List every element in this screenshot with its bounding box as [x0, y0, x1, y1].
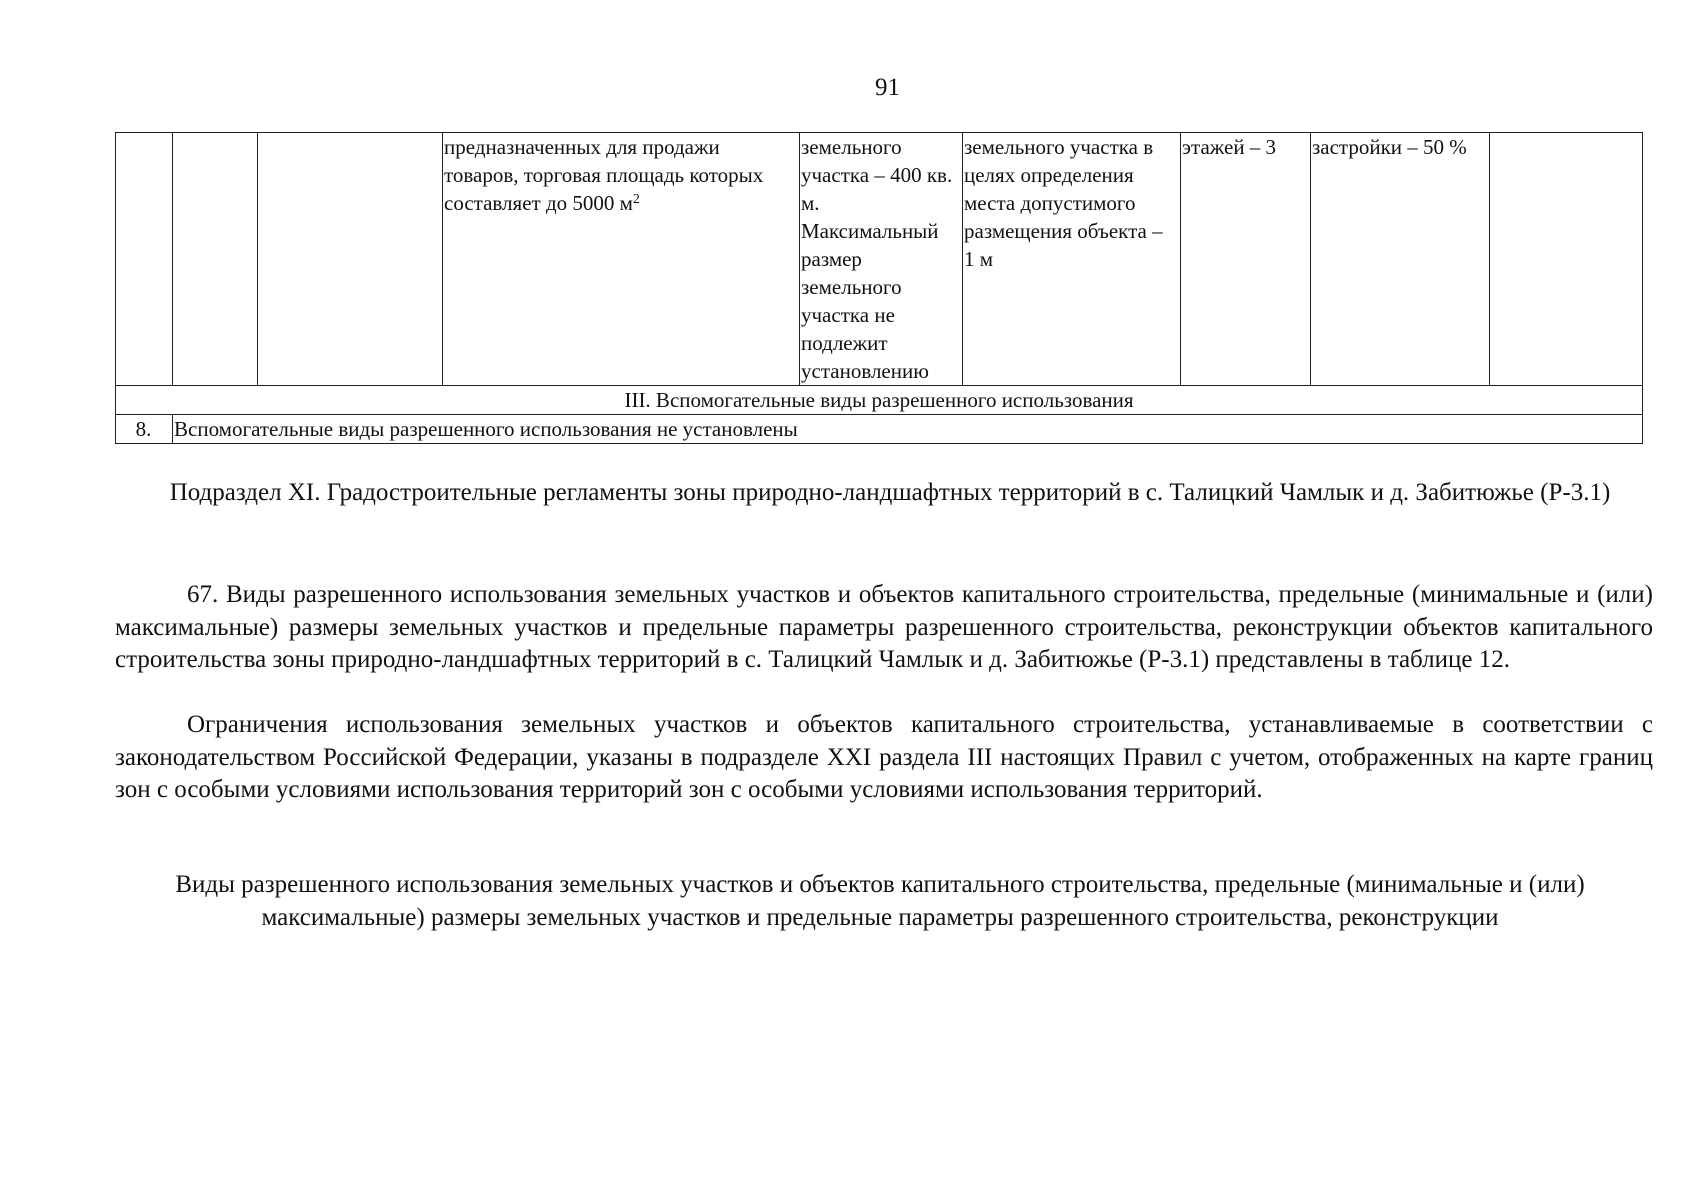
table-row — [116, 415, 1643, 444]
paragraph-67: 67. Виды разрешенного использования земельных участков и объектов капитального строительства, предельные (минимальные и (или) максимальные) размеры земельных участков и предельные параметры разрешенного строительства, реконструкции объектов капитального строительства зоны природно-ландшафтных территорий в с. Талицкий Чамлык и д. Забитюжье (Р-3.1) представлены в таблице 12. — [115, 581, 1653, 673]
table-cell-setback: земельного участка в целях определения места допустимого размещения объекта – 1 м — [963, 133, 1181, 386]
table-cell — [173, 133, 258, 386]
table-cell-coverage: застройки – 50 % — [1311, 133, 1490, 386]
table-cell — [116, 133, 173, 386]
subsection-title: Подраздел XI. Градостроительные регламенты зоны природно-ландшафтных территорий в с. Талицкий Чамлык и д. Забитюжье (Р-3.1) — [169, 479, 1611, 506]
table-cell — [258, 133, 443, 386]
table-caption: Виды разрешенного использования земельных участков и объектов капитального строительства, предельные (минимальные и (или) максимальные) размеры земельных участков и предельные параметры разрешенного строительства, реконструкции — [175, 871, 1585, 931]
row-number: 8. — [116, 415, 173, 444]
row-text: Вспомогательные виды разрешенного использования не установлены — [173, 415, 1643, 444]
table-row-continuation — [116, 133, 1643, 386]
table-cell-plot-size: земельного участка – 400 кв. м. Максимальный размер земельного участка не подлежит установлению — [800, 133, 963, 386]
superscript-square: 2 — [632, 192, 640, 207]
use-type-text: предназначенных для продажи товаров, торговая площадь которых составляет до 5000 м — [444, 135, 764, 215]
table-cell-floors: этажей – 3 — [1181, 133, 1311, 386]
page-number: 91 — [875, 74, 900, 101]
paragraph-restrictions: Ограничения использования земельных участков и объектов капитального строительства, устанавливаемые в соответствии с законодательством Российской Федерации, указаны в подразделе XXI раздела III настоящих Правил с учетом, отображенных на карте границ зон с особыми условиями использования территорий зон с особыми условиями использования территорий. — [115, 711, 1653, 803]
table-cell — [1490, 133, 1643, 386]
regulations-table — [115, 132, 1643, 444]
section-header: III. Вспомогательные виды разрешенного использования — [116, 386, 1643, 415]
table-section-header-row — [116, 386, 1643, 415]
table-cell-use-type — [443, 133, 800, 386]
